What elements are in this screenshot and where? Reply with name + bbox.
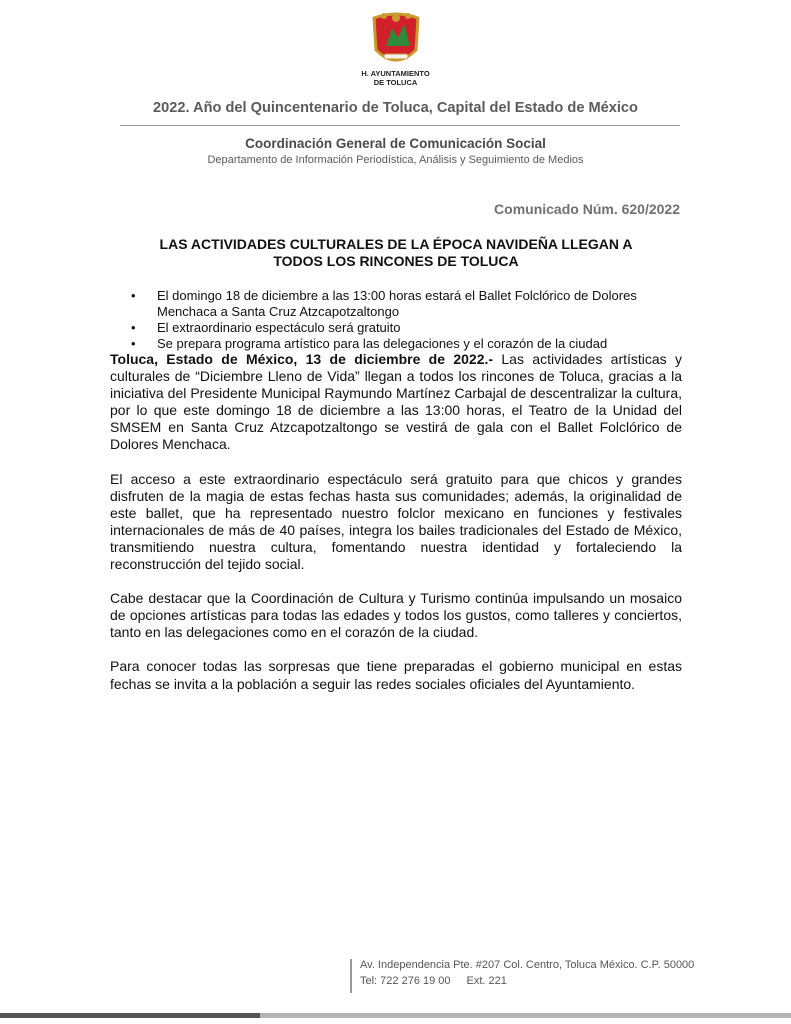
toluca-coat-of-arms-logo <box>364 10 428 72</box>
bullet-item <box>125 336 685 352</box>
headline-line2: TODOS LOS RINCONES DE TOLUCA <box>273 253 519 269</box>
bullet-text: El domingo 18 de diciembre a las 13:00 horas estará el Ballet Folclórico de Dolores Menchaca a Santa Cruz Atzcapotzaltongo <box>157 288 637 319</box>
bullet-item <box>125 320 685 336</box>
footer-phone-line <box>360 975 507 987</box>
body-text <box>110 351 682 710</box>
headline <box>110 236 682 270</box>
footer-address: Av. Independencia Pte. #207 Col. Centro, Toluca México. C.P. 50000 <box>360 959 695 971</box>
paragraph-2: El acceso a este extraordinario espectáculo será gratuito para que chicos y grandes disfruten de la magia de estas fechas hasta sus comunidades; además, la originalidad de este ballet, que ha representado nuestro folclor mexicano en funciones y festivales internacionales de más de 40 países, integra los bailes tradicionales del Estado de México, transmitiendo nuestra cultura, fomentando nuestra identidad y fortaleciendo la reconstrucción del tejido social. <box>110 470 682 573</box>
paragraph-4: Para conocer todas las sorpresas que tiene preparadas el gobierno municipal en estas fechas se invita a la población a seguir las redes sociales oficiales del Ayuntamiento. <box>110 658 682 692</box>
paragraph-1-text: Las actividades artísticas y culturales de “Diciembre Lleno de Vida” llegan a todos los rincones de Toluca, gracias a la iniciativa del Presidente Municipal Raymundo Martínez Carbajal de descentralizar la cultura, por lo que este domingo 18 de diciembre a las 13:00 horas, el Teatro de la Unidad del SMSEM en Santa Cruz Atzcapotzaltongo se vestirá de gala con el Ballet Folclórico de Dolores Menchaca. <box>110 351 683 453</box>
footer-extension: Ext. 221 <box>466 975 507 987</box>
headline-line1: LAS ACTIVIDADES CULTURALES DE LA ÉPOCA NAVIDEÑA LLEGAN A <box>159 236 633 252</box>
bullet-icon: • <box>131 320 136 335</box>
paragraph-1 <box>110 351 682 454</box>
footer-stripe <box>0 1013 791 1018</box>
bullet-text: El extraordinario espectáculo será gratuito <box>157 320 401 335</box>
footer-telephone: Tel: 722 276 19 00 <box>360 975 451 987</box>
coordination-title: Coordinación General de Comunicación Social <box>245 136 546 151</box>
year-title: 2022. Año del Quincentenario de Toluca, Capital del Estado de México <box>153 100 638 116</box>
department-subtitle: Departamento de Información Periodística, Análisis y Seguimiento de Medios <box>207 154 584 166</box>
header-divider <box>120 125 680 126</box>
bullet-text: Se prepara programa artístico para las delegaciones y el corazón de la ciudad <box>157 336 608 351</box>
logo-caption-line1: H. AYUNTAMIENTO <box>361 69 430 78</box>
summary-bullets <box>125 288 685 352</box>
communique-number: Comunicado Núm. 620/2022 <box>494 201 680 217</box>
paragraph-3: Cabe destacar que la Coordinación de Cultura y Turismo continúa impulsando un mosaico de opciones artísticas para todas las edades y todos los gustos, como talleres y conciertos, tanto en las delegaciones como en el corazón de la ciudad. <box>110 590 682 641</box>
bullet-item <box>125 288 685 320</box>
logo-caption <box>330 70 461 87</box>
footer-divider <box>350 959 352 993</box>
bullet-icon: • <box>131 336 136 351</box>
bullet-icon: • <box>131 288 136 303</box>
logo-caption-line2: DE TOLUCA <box>373 77 418 87</box>
dateline: Toluca, Estado de México, 13 de diciembre de 2022.- <box>110 351 494 367</box>
